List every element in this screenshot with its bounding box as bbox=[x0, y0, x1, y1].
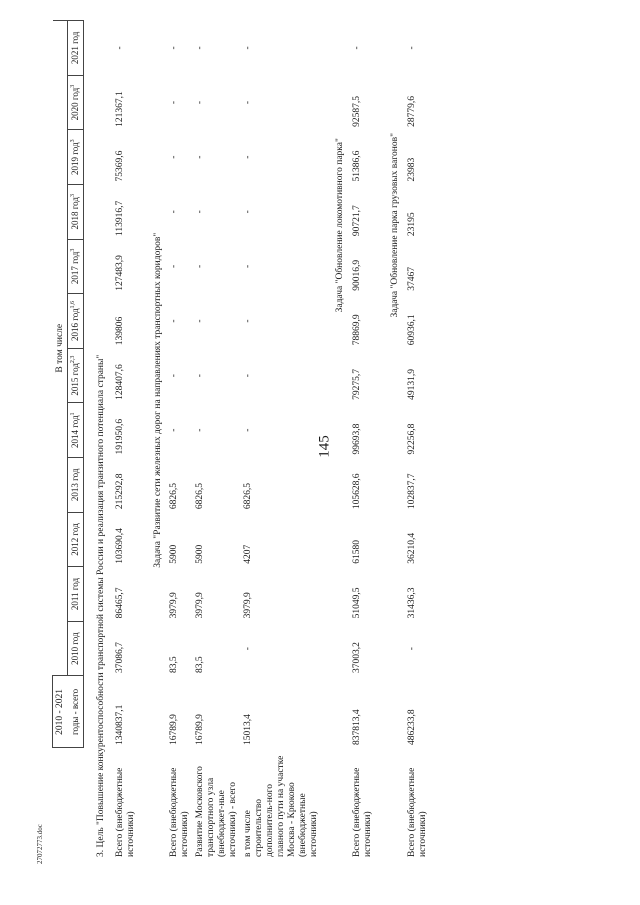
year-header-label: 2017 год bbox=[70, 251, 81, 285]
year-header bbox=[68, 403, 83, 458]
row-value: 86465,7 bbox=[114, 587, 125, 619]
row-value: 3979,9 bbox=[169, 592, 180, 619]
row-value: - bbox=[242, 374, 253, 378]
row-value: - bbox=[195, 155, 206, 159]
budget-table bbox=[52, 20, 431, 860]
row-value: 92587,5 bbox=[352, 95, 363, 127]
row-value: 51386,6 bbox=[352, 150, 363, 182]
row-value: - bbox=[242, 319, 253, 323]
row-value: - bbox=[169, 319, 180, 323]
row-value: 60936,1 bbox=[407, 314, 418, 346]
year-header bbox=[68, 294, 83, 349]
year-header bbox=[68, 512, 83, 567]
row-value: 37003,2 bbox=[352, 642, 363, 673]
table-row bbox=[193, 21, 241, 861]
row-value: 4207 bbox=[242, 544, 253, 564]
row-value: 23195 bbox=[407, 212, 418, 237]
year-header bbox=[68, 21, 83, 76]
row-value: 215292,8 bbox=[114, 473, 125, 510]
table-row bbox=[350, 21, 376, 861]
year-header-label: 2015 год bbox=[70, 363, 81, 396]
year-header-footnote: 1 bbox=[70, 412, 77, 416]
task-cell bbox=[139, 21, 168, 861]
row-label: Развитие Московского транспортного узла (внебюджет-ные источники) - всего bbox=[195, 766, 239, 857]
row-value: 37086,7 bbox=[114, 642, 125, 673]
year-header-label: 2011 год bbox=[70, 577, 81, 611]
row-value: - bbox=[195, 210, 206, 214]
row-value: - bbox=[169, 374, 180, 378]
task-title: Задача "Развитие сети железных дорог на направлениях транспортных коридоров" bbox=[152, 232, 163, 568]
year-header-footnote: 3 bbox=[70, 194, 77, 197]
row-value: 90721,7 bbox=[352, 205, 363, 237]
year-header bbox=[68, 567, 83, 622]
row-value: 75369,6 bbox=[114, 150, 125, 182]
row-value: 127483,9 bbox=[114, 255, 125, 291]
row-value: - bbox=[242, 647, 253, 651]
row-value: - bbox=[242, 100, 253, 105]
row-value: 28779,6 bbox=[407, 95, 418, 127]
row-label: Всего (внебюджетные источники) bbox=[169, 767, 191, 857]
year-header bbox=[68, 130, 83, 185]
row-value: - bbox=[114, 46, 125, 50]
table-header bbox=[53, 21, 84, 861]
year-header-label: 2012 год bbox=[70, 523, 81, 556]
row-value: 191950,6 bbox=[114, 418, 125, 455]
row-value: - bbox=[169, 428, 180, 432]
row-label: Всего (внебюджетные источники) bbox=[407, 767, 429, 857]
footer-filename: 27072773.doc bbox=[36, 824, 44, 864]
year-header-footnote: 3 bbox=[70, 139, 77, 143]
row-value: 6826,5 bbox=[169, 483, 180, 510]
year-header-label: 2013 год bbox=[70, 468, 81, 502]
row-value: 51049,5 bbox=[352, 587, 363, 619]
row-value: - bbox=[242, 46, 253, 50]
row-value: - bbox=[195, 264, 206, 268]
task-row bbox=[376, 21, 405, 861]
row-value: 83,5 bbox=[195, 656, 206, 673]
row-label: Всего (внебюджетные источники) bbox=[352, 767, 374, 857]
row-value: 23983 bbox=[407, 157, 418, 182]
row-value: - bbox=[242, 428, 253, 432]
label-header bbox=[53, 748, 68, 860]
row-value: 90016,9 bbox=[352, 259, 363, 291]
row-value: 79275,7 bbox=[352, 369, 363, 400]
row-total: 486233,8 bbox=[407, 709, 418, 745]
goal-row bbox=[83, 21, 112, 861]
year-header-footnote: 2,3 bbox=[70, 355, 77, 364]
row-value: - bbox=[407, 46, 418, 50]
row-value: - bbox=[169, 155, 180, 159]
row-value: 105628,6 bbox=[352, 473, 363, 510]
row-value: - bbox=[352, 46, 363, 50]
year-header-label: 2014 год bbox=[70, 415, 81, 448]
task-title: Задача "Обновление парка грузовых вагонов" bbox=[390, 133, 401, 318]
table-body bbox=[83, 21, 431, 861]
row-value: - bbox=[169, 210, 180, 214]
page-number: 145 bbox=[316, 435, 333, 458]
row-value: - bbox=[242, 155, 253, 159]
row-value: 3979,9 bbox=[195, 592, 206, 619]
row-value: - bbox=[195, 46, 206, 50]
row-value: - bbox=[195, 100, 206, 105]
row-total: 16789,9 bbox=[169, 714, 180, 745]
year-header bbox=[68, 348, 83, 403]
row-value: 103690,4 bbox=[114, 528, 125, 564]
row-total: 1340837,1 bbox=[114, 704, 125, 745]
year-header-footnote: 1,6 bbox=[70, 300, 77, 309]
row-value: - bbox=[195, 374, 206, 378]
row-value: 36210,4 bbox=[407, 532, 418, 564]
year-header-footnote: 3 bbox=[70, 248, 77, 252]
row-value: 102837,7 bbox=[407, 473, 418, 510]
task-cell bbox=[376, 21, 405, 861]
task-row bbox=[321, 21, 350, 861]
year-header-label: 2016 год bbox=[70, 308, 81, 342]
row-total: 837813,4 bbox=[352, 709, 363, 745]
year-header-label: 2020 год bbox=[70, 87, 81, 121]
table-row bbox=[241, 21, 321, 861]
year-header-footnote: 3 bbox=[70, 84, 77, 88]
row-value: 128407,6 bbox=[114, 364, 125, 400]
task-title: Задача "Обновление локомотивного парка" bbox=[335, 138, 346, 313]
row-total: 15013,4 bbox=[242, 714, 253, 745]
year-header bbox=[68, 75, 83, 130]
row-value: 61580 bbox=[352, 539, 363, 564]
task-cell bbox=[321, 21, 350, 861]
total-header-line1: 2010 - 2021 bbox=[53, 676, 68, 748]
row-value: - bbox=[195, 428, 206, 432]
row-value: - bbox=[169, 264, 180, 268]
in-total-subheader: В том числе bbox=[53, 21, 68, 676]
year-header-label: 2018 год bbox=[70, 197, 81, 230]
year-header bbox=[68, 621, 83, 676]
row-label: Всего (внебюджетные источники) bbox=[114, 767, 136, 857]
row-value: 92256,8 bbox=[407, 423, 418, 455]
table-row bbox=[113, 21, 139, 861]
year-header-label: 2019 год bbox=[70, 142, 81, 175]
row-label: в том числе строительство дополнитель-ного главного пути на участке Москва - Крюково (внебюджетные источники) bbox=[242, 755, 319, 857]
row-value: 83,5 bbox=[169, 656, 180, 673]
row-value: 49131,9 bbox=[407, 369, 418, 400]
row-value: 6826,5 bbox=[195, 483, 206, 510]
total-header-line2: годы - всего bbox=[68, 676, 83, 748]
row-value: 99693,8 bbox=[352, 423, 363, 455]
row-value: 3979,9 bbox=[242, 592, 253, 619]
year-header-label: 2021 год bbox=[70, 31, 81, 65]
row-value: 31436,3 bbox=[407, 587, 418, 619]
row-value: 121367,1 bbox=[114, 91, 125, 127]
row-value: 5900 bbox=[169, 544, 180, 564]
row-total: 16789,9 bbox=[195, 714, 206, 745]
table-row bbox=[405, 21, 431, 861]
year-header-label: 2010 год bbox=[70, 632, 81, 665]
task-row bbox=[139, 21, 168, 861]
row-value: - bbox=[242, 210, 253, 214]
row-value: 139806 bbox=[114, 316, 125, 346]
row-value: - bbox=[407, 647, 418, 651]
row-value: - bbox=[242, 264, 253, 268]
year-header bbox=[68, 184, 83, 239]
row-value: - bbox=[169, 46, 180, 50]
table-row bbox=[167, 21, 193, 861]
year-header bbox=[68, 239, 83, 294]
row-value: - bbox=[169, 100, 180, 105]
row-value: 5900 bbox=[195, 544, 206, 564]
rotated-table-container bbox=[52, 20, 632, 860]
row-value: 6826,5 bbox=[242, 483, 253, 510]
row-value: - bbox=[195, 319, 206, 323]
row-value: 37467 bbox=[407, 266, 418, 291]
goal-title: 3. Цель "Повышение конкурентоспособности транспортной системы России и реализация транзитного потенциала страны" bbox=[95, 354, 106, 857]
row-value: 113916,7 bbox=[114, 200, 125, 237]
year-header bbox=[68, 458, 83, 513]
row-value: 78869,9 bbox=[352, 314, 363, 346]
